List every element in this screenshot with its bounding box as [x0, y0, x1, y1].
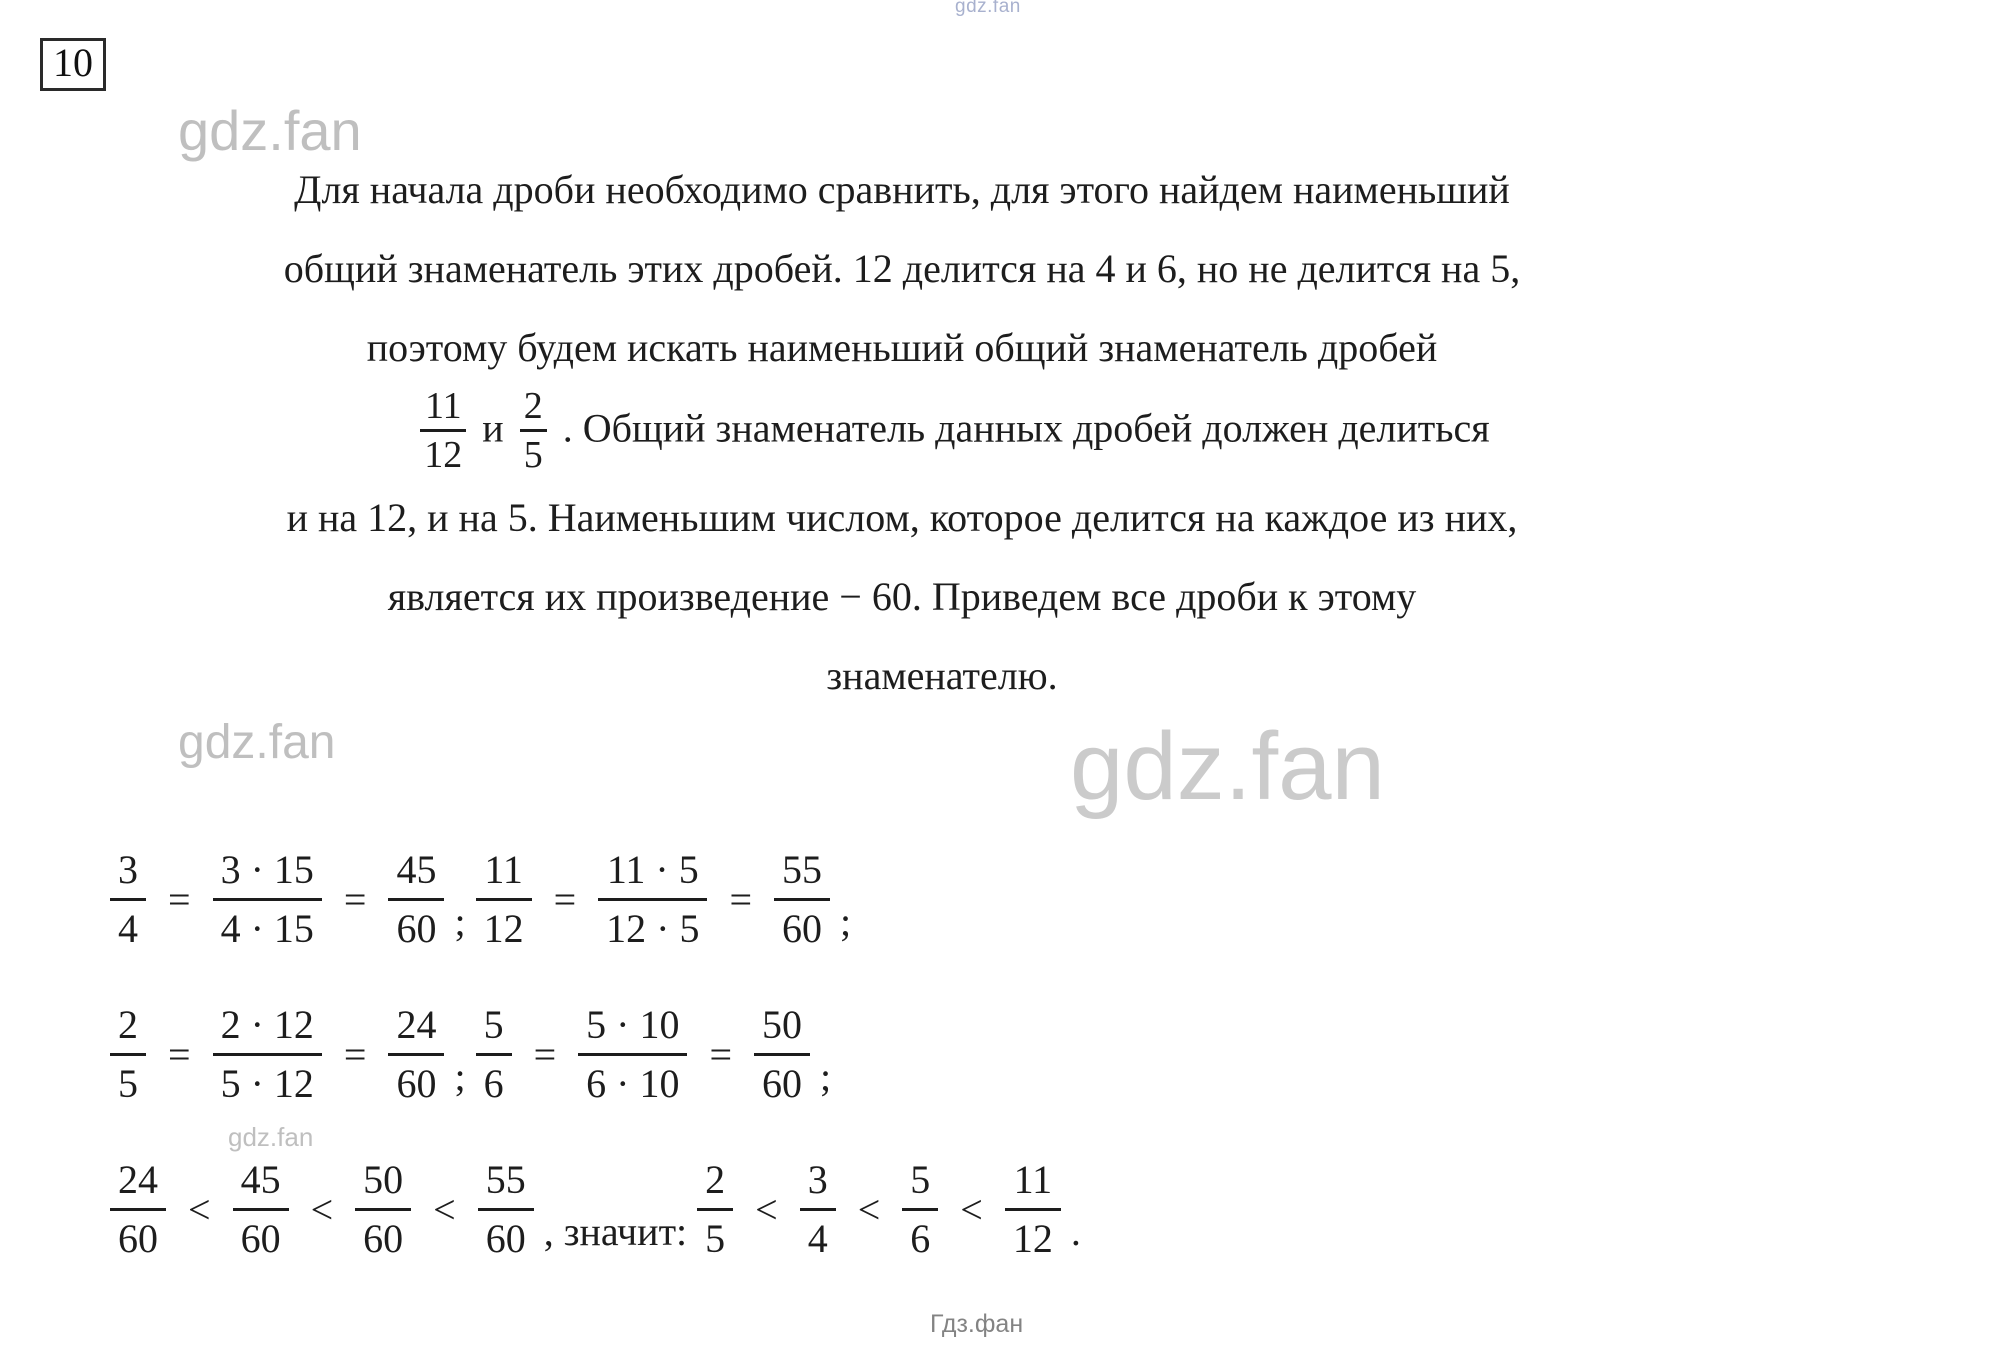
watermark-small-lower: gdz.fan — [228, 1122, 314, 1152]
fraction — [478, 1155, 534, 1264]
fraction-bar — [774, 898, 830, 901]
fraction-numerator: 11 — [484, 847, 523, 892]
math-operator: < — [310, 1187, 334, 1232]
fraction-numerator: 45 — [396, 847, 437, 892]
fraction-denominator: 60 — [396, 906, 437, 951]
math-operator: = — [168, 877, 191, 922]
fraction-numerator: 2 · 12 — [220, 1002, 314, 1047]
fraction — [233, 1155, 289, 1264]
math-operator: = — [168, 1032, 191, 1077]
math-punctuation: . — [1070, 1209, 1081, 1254]
fraction — [213, 1000, 322, 1109]
math-punctuation: ; — [840, 899, 852, 944]
fraction-bar — [388, 898, 444, 901]
fraction-bar — [478, 1208, 534, 1211]
math-punctuation: ; — [454, 899, 466, 944]
fraction-denominator: 6 — [910, 1216, 931, 1261]
fraction-numerator: 50 — [363, 1157, 404, 1202]
math-operator: = — [709, 1032, 733, 1077]
fraction-denominator: 60 — [396, 1061, 437, 1106]
fraction-bar — [902, 1208, 938, 1211]
fraction-denominator: 60 — [485, 1216, 526, 1261]
fraction-numerator: 24 — [396, 1002, 437, 1047]
fraction-denominator: 4 — [807, 1216, 828, 1261]
fraction-numerator: 5 — [910, 1157, 931, 1202]
math-operator: < — [433, 1187, 456, 1232]
fraction-denominator: 12 · 5 — [606, 906, 700, 951]
equation-row-3 — [100, 1155, 1081, 1264]
fraction-bar — [697, 1208, 733, 1211]
fraction — [902, 1155, 938, 1264]
fraction-bar — [388, 1053, 444, 1056]
fraction — [697, 1155, 733, 1264]
fraction-denominator: 6 — [483, 1061, 504, 1106]
math-operator: = — [343, 1032, 367, 1077]
fraction — [598, 845, 707, 954]
task-number-badge: 10 — [40, 38, 106, 91]
fraction-bar — [1005, 1208, 1061, 1211]
math-punctuation: ; — [820, 1054, 832, 1099]
fraction-bar — [598, 898, 707, 901]
fraction-numerator: 11 — [1013, 1157, 1053, 1202]
fraction-numerator: 24 — [118, 1157, 158, 1202]
solution-text-block — [32, 150, 1772, 715]
fraction-denominator: 5 — [705, 1216, 726, 1261]
fraction-numerator: 3 — [118, 847, 138, 892]
inline-fraction-2-5 — [520, 385, 547, 476]
fraction-bar — [754, 1053, 810, 1056]
fraction — [1005, 1155, 1061, 1264]
fraction-numerator: 3 — [807, 1157, 828, 1202]
fraction — [355, 1155, 411, 1264]
math-punctuation: , значит: — [543, 1209, 688, 1254]
math-operator: = — [343, 877, 367, 922]
fraction-bar — [233, 1208, 289, 1211]
fraction-numerator: 11 · 5 — [606, 847, 699, 892]
fraction-bar — [476, 1053, 512, 1056]
fraction-denominator: 60 — [762, 1061, 803, 1106]
fraction-denominator: 60 — [782, 906, 823, 951]
fraction — [800, 1155, 836, 1264]
fraction — [213, 845, 322, 954]
fraction-bar — [420, 429, 466, 432]
fraction — [754, 1000, 810, 1109]
equation-row-2 — [100, 1000, 831, 1109]
fraction — [388, 845, 444, 954]
fraction-numerator: 55 — [485, 1157, 526, 1202]
fraction-denominator: 4 · 15 — [220, 906, 314, 951]
fraction-bar — [355, 1208, 411, 1211]
fraction-bar — [213, 1053, 322, 1056]
fraction-denominator: 6 · 10 — [586, 1061, 680, 1106]
fraction-bar — [110, 898, 146, 901]
math-punctuation: ; — [454, 1054, 466, 1099]
math-operator: < — [188, 1187, 211, 1232]
fraction-denominator: 12 — [483, 906, 524, 951]
fraction — [774, 845, 830, 954]
watermark-center-large: gdz.fan — [1070, 713, 1385, 820]
fraction-denominator: 60 — [363, 1216, 404, 1261]
solution-line-3: поэтому будем искать наименьший общий знаменатель дробей — [366, 325, 1438, 370]
watermark-left-upper: gdz.fan — [178, 99, 362, 162]
solution-line-1: Для начала дроби необходимо сравнить, для этого найдем наименьший — [294, 167, 1510, 212]
watermark-top: gdz.fan — [955, 0, 1021, 17]
conjunction-and: и — [482, 405, 504, 451]
fraction-denominator: 5 · 12 — [220, 1061, 314, 1106]
fraction — [110, 1000, 146, 1109]
math-operator: < — [857, 1187, 881, 1232]
solution-line-2: общий знаменатель этих дробей. 12 делится на 4 и 6, но не делится на 5, — [283, 246, 1521, 291]
fraction-numerator: 2 — [118, 1002, 138, 1047]
math-operator: = — [553, 877, 577, 922]
fraction-bar — [213, 898, 322, 901]
fraction-numerator: 5 — [483, 1002, 504, 1047]
fraction-bar — [110, 1053, 146, 1056]
fraction-bar — [800, 1208, 836, 1211]
solution-line-6: является их произведение − 60. Приведем все дроби к этому — [387, 574, 1417, 619]
fraction-denominator: 60 — [118, 1216, 158, 1261]
fraction-numerator: 11 — [425, 385, 462, 427]
fraction — [476, 1000, 512, 1109]
math-operator: < — [960, 1187, 983, 1232]
fraction-numerator: 5 · 10 — [586, 1002, 680, 1047]
fraction — [110, 1155, 166, 1264]
math-operator: = — [533, 1032, 557, 1077]
solution-line-5: и на 12, и на 5. Наименьшим числом, которое делится на каждое из них, — [286, 495, 1518, 540]
fraction-denominator: 12 — [1012, 1216, 1053, 1261]
fraction-bar — [520, 429, 547, 432]
fraction-numerator: 2 — [523, 385, 543, 427]
watermark-left-middle: gdz.fan — [178, 716, 336, 769]
fraction — [578, 1000, 687, 1109]
fraction — [110, 845, 146, 954]
fraction-numerator: 50 — [762, 1002, 803, 1047]
fraction-numerator: 2 — [705, 1157, 726, 1202]
equation-row-1 — [100, 845, 851, 954]
fraction-numerator: 55 — [782, 847, 823, 892]
solution-line-7: знаменателю. — [826, 653, 1058, 698]
fraction-bar — [476, 898, 532, 901]
fraction-numerator: 3 · 15 — [220, 847, 314, 892]
fraction-numerator: 45 — [240, 1157, 281, 1202]
math-operator: = — [729, 877, 753, 922]
fraction-bar — [578, 1053, 687, 1056]
watermark-bottom: Гдз.фан — [930, 1310, 1024, 1338]
math-operator: < — [755, 1187, 778, 1232]
fraction-denominator: 5 — [523, 434, 543, 476]
fraction — [388, 1000, 444, 1109]
solution-line-4 — [132, 387, 1772, 478]
fraction-denominator: 60 — [240, 1216, 281, 1261]
inline-fraction-11-12 — [420, 385, 466, 476]
fraction-denominator: 12 — [424, 434, 463, 476]
fraction-denominator: 4 — [118, 906, 138, 951]
solution-line-4-suffix: . Общий знаменатель данных дробей должен делиться — [562, 405, 1490, 451]
fraction-bar — [110, 1208, 166, 1211]
fraction-denominator: 5 — [118, 1061, 138, 1106]
fraction — [476, 845, 532, 954]
